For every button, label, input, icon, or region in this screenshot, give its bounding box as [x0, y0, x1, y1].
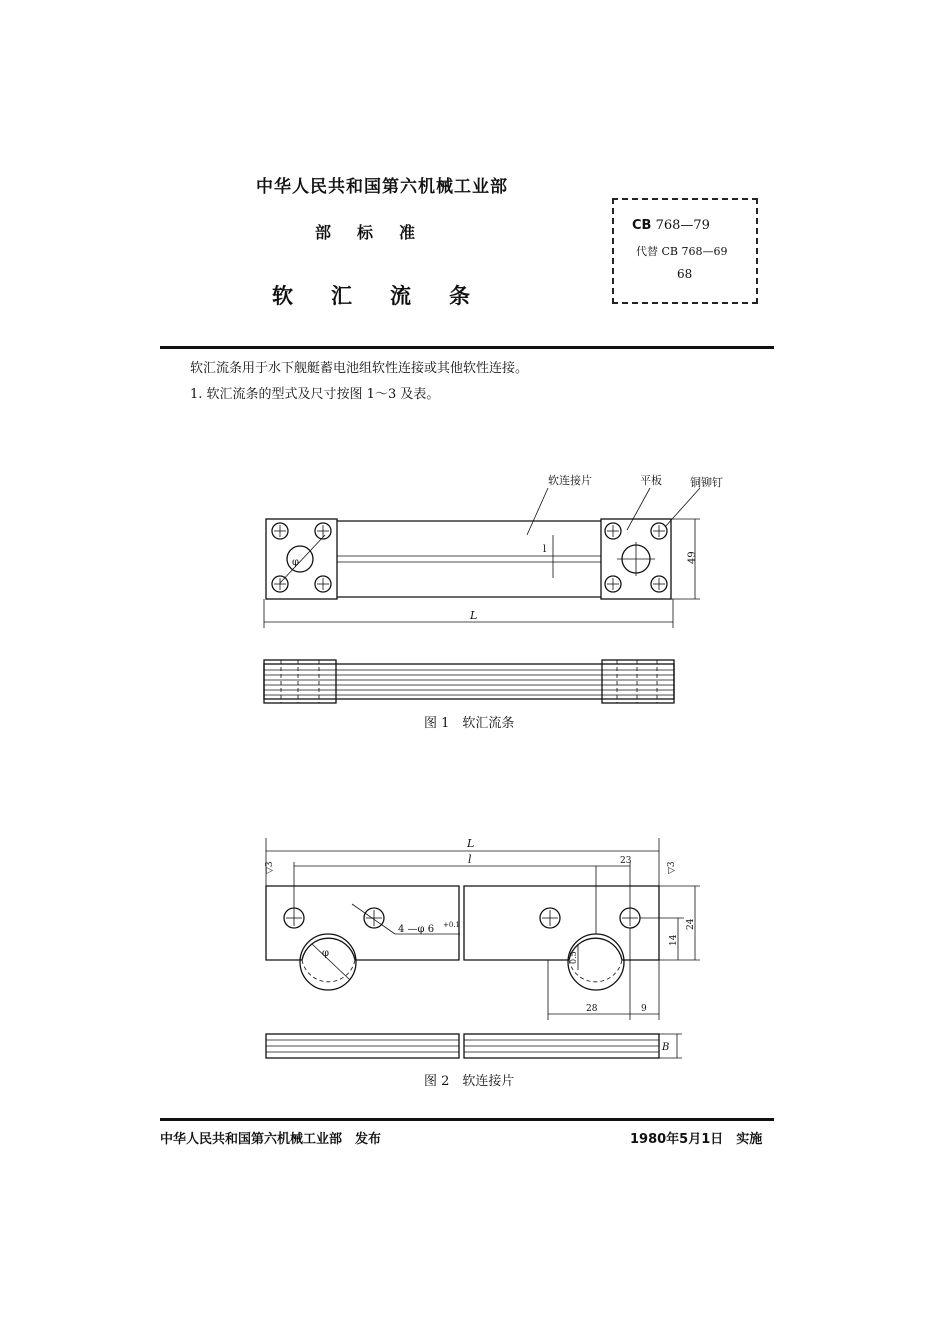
label-flat-plate: 平板 [640, 474, 662, 487]
figure2-plan-view [265, 837, 700, 1020]
roughness-right: ▽3 [667, 861, 677, 874]
standard-year: 68 [677, 267, 693, 281]
dim-l-label: l [468, 853, 472, 866]
dim-28-label: 28 [586, 1004, 598, 1014]
figure2-caption: 图 2 软连接片 [424, 1074, 515, 1089]
dim-24-label: 24 [686, 918, 696, 930]
label-copper-rivet: 铜铆钉 [690, 476, 723, 489]
side-view-outline [264, 664, 674, 699]
dim-49-label: 49 [687, 551, 698, 564]
document-title: 软汇流条 [272, 284, 508, 308]
phi-label: φ [322, 948, 330, 959]
dim-l-label: l [543, 544, 547, 555]
dim-L-label: L [470, 609, 478, 622]
left-clamp [264, 660, 336, 703]
clause-1: 1. 软汇流条的型式及尺寸按图 1～3 及表。 [190, 387, 440, 402]
standard-code-number: 768—79 [655, 218, 710, 233]
center-hole [287, 546, 313, 572]
standard-code-prefix: CB [632, 218, 652, 233]
holes-label: 4 —φ 6 [398, 924, 435, 935]
phi-label: φ [292, 557, 300, 568]
figure1-plan-view [264, 473, 723, 628]
right-clamp [602, 660, 674, 703]
piece-left-outline [266, 886, 459, 960]
replaces-standard: 代替 CB 768—69 [636, 245, 728, 258]
dim-L-label: L [467, 837, 475, 850]
ministry-heading: 中华人民共和国第六机械工业部 [256, 177, 508, 197]
phi-leader [312, 944, 350, 980]
footer-publisher: 中华人民共和国第六机械工业部 发布 [160, 1132, 382, 1147]
dim-0-5-label: 0.5 [569, 951, 578, 964]
footer-date: 1980年5月1日 实施 [630, 1132, 763, 1147]
leader-flat-plate [627, 488, 650, 530]
standard-type: 部标准 [315, 223, 442, 242]
leader-flexible-piece [527, 488, 548, 535]
roughness-left: ▽3 [265, 861, 275, 874]
bottom-rule [160, 1118, 774, 1121]
notch-circle-left [302, 960, 355, 982]
dim-14-label: 14 [669, 934, 679, 946]
dim-23-label: 23 [620, 856, 632, 866]
figure1-caption: 图 1 软汇流条 [424, 716, 515, 731]
figure2-side-view [266, 1034, 682, 1058]
figure1-side-view [264, 660, 674, 703]
intro-paragraph: 软汇流条用于水下舰艇蓄电池组软性连接或其他软性连接。 [190, 361, 529, 376]
dim-9-label: 9 [641, 1004, 647, 1014]
holes-tolerance: +0.1 [443, 921, 460, 929]
label-flexible-piece: 软连接片 [548, 474, 592, 487]
dim-B-label: B [662, 1042, 670, 1053]
